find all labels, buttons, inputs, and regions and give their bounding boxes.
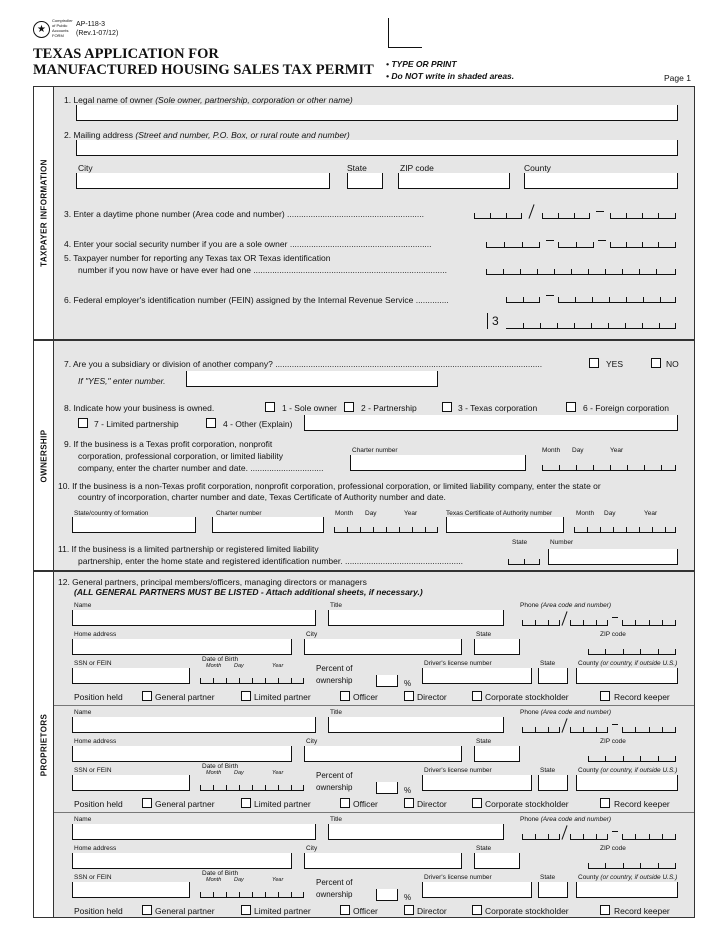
partner-state-input[interactable]	[474, 639, 520, 655]
ssn-dash-2	[598, 240, 606, 241]
proprietor-block-1	[34, 601, 694, 708]
proprietors-section	[33, 571, 695, 918]
percent-sign: %	[404, 679, 412, 688]
q10-year-label: Year	[404, 510, 418, 517]
ssn-fein-label: SSN or FEIN	[74, 660, 112, 667]
partner-state-label: State	[476, 631, 492, 638]
director-label: Director	[417, 799, 447, 809]
q9-charter-date-input[interactable]	[542, 459, 676, 471]
partner-county-input[interactable]	[576, 882, 678, 898]
corporate-stockholder-checkbox[interactable]	[472, 691, 482, 701]
partner-state-label: State	[476, 738, 492, 745]
percent-sign: %	[404, 893, 412, 902]
partner-dl-input[interactable]	[422, 882, 532, 898]
record-keeper-label: Record keeper	[614, 906, 670, 916]
officer-label: Officer	[353, 692, 378, 702]
q3-label: 3. Enter a daytime phone number (Area code and number) ..........................................................	[64, 209, 424, 219]
title-label: Title	[330, 602, 343, 609]
county-input[interactable]	[524, 173, 678, 189]
proprietor-divider	[54, 705, 694, 706]
fein-part2-input[interactable]	[558, 291, 676, 303]
dob-year-label: Year	[272, 663, 284, 669]
name-label: Name	[74, 816, 92, 823]
q11-state-input[interactable]	[508, 553, 540, 565]
q10-charter-number-label: Charter number	[216, 510, 262, 517]
dob-year-label: Year	[272, 770, 284, 776]
partner-phone-prefix-input[interactable]	[570, 614, 608, 626]
record-keeper-checkbox[interactable]	[600, 691, 610, 701]
partner-phone-area-input[interactable]	[522, 828, 560, 840]
q5-label-line2: number if you now have or have ever had one ..................................................................................	[78, 265, 447, 275]
q10-day-label: Day	[365, 510, 377, 517]
home-address-label: Home address	[74, 631, 117, 638]
q2-label: 2. Mailing address (Street and number, P.O. Box, or rural route and number)	[64, 130, 350, 140]
ssn-part2-input[interactable]	[558, 236, 594, 248]
phone-label: Phone (Area code and number)	[520, 602, 612, 609]
director-checkbox[interactable]	[404, 905, 414, 915]
corporate-stockholder-label: Corporate stockholder	[485, 692, 569, 702]
partner-county-state-label: State	[540, 660, 556, 667]
partner-ssn-input[interactable]	[72, 775, 190, 791]
partner-phone-slash	[561, 825, 567, 839]
partner-city-label: City	[306, 738, 318, 745]
director-checkbox[interactable]	[404, 798, 414, 808]
position-held-label: Position held	[74, 692, 123, 702]
partner-county-label: County (or country, if outside U.S.)	[578, 660, 678, 667]
q10-label-line1: 10. If the business is a non-Texas profit corporation, nonprofit corporation, professional corporation, or limited liability company, enter the state or	[58, 481, 601, 491]
director-label: Director	[417, 906, 447, 916]
dl-label: Driver's license number	[424, 767, 492, 774]
fein-part1-input[interactable]	[506, 291, 540, 303]
mailing-address-input[interactable]	[76, 140, 678, 156]
q10-month-label: Month	[335, 510, 354, 517]
partner-zip-input[interactable]	[588, 643, 676, 655]
page-number: Page 1	[664, 73, 691, 83]
limited-partnership-label: 7 - Limited partnership	[94, 419, 179, 429]
ownership-percent-input[interactable]	[376, 675, 398, 687]
subsidiary-yes-checkbox[interactable]	[589, 358, 599, 368]
partner-phone-slash	[561, 611, 567, 625]
dl-label: Driver's license number	[424, 660, 492, 667]
record-keeper-label: Record keeper	[614, 692, 670, 702]
officer-label: Officer	[353, 906, 378, 916]
ssn-dash-1	[546, 240, 554, 241]
ownership-section	[33, 340, 695, 571]
ssn-part1-input[interactable]	[486, 236, 540, 248]
partner-phone-prefix-input[interactable]	[570, 828, 608, 840]
record-keeper-label: Record keeper	[614, 799, 670, 809]
position-held-label: Position held	[74, 906, 123, 916]
q10-charter-date-input[interactable]	[334, 521, 438, 533]
partner-phone-dash	[612, 831, 618, 832]
limited-partner-checkbox[interactable]	[241, 798, 251, 808]
corporate-stockholder-label: Corporate stockholder	[485, 799, 569, 809]
legal-name-input[interactable]	[76, 105, 678, 121]
partner-dl-input[interactable]	[422, 775, 532, 791]
q12-label: 12. General partners, principal members/officers, managing directors or managers	[58, 577, 367, 587]
q6-label: 6. Federal employer's identification number (FEIN) assigned by the Internal Revenue Service ..............	[64, 295, 449, 305]
partner-dob-input[interactable]	[200, 886, 304, 898]
no-label: NO	[666, 359, 679, 369]
q11-state-label: State	[512, 539, 528, 546]
other-explain-input[interactable]	[304, 415, 678, 431]
ssn-part3-input[interactable]	[610, 236, 676, 248]
partner-phone-slash	[561, 718, 567, 732]
texas-taxpayer-number-input[interactable]	[486, 263, 676, 275]
home-address-label: Home address	[74, 845, 117, 852]
phone-slash	[528, 204, 534, 218]
director-label: Director	[417, 692, 447, 702]
tx-cert-label: Texas Certificate of Authority number	[446, 510, 553, 517]
agency-name: Comptroller of Public Accounts FORM	[52, 18, 73, 38]
partner-ssn-input[interactable]	[72, 668, 190, 684]
ownership-percent-input[interactable]	[376, 782, 398, 794]
officer-label: Officer	[353, 799, 378, 809]
q9-day-label: Day	[572, 447, 584, 454]
partner-phone-line-input[interactable]	[622, 614, 676, 626]
proprietor-block-2	[34, 708, 694, 815]
corporate-stockholder-checkbox[interactable]	[472, 905, 482, 915]
partner-city-label: City	[306, 845, 318, 852]
dob-month-label: Month	[206, 770, 222, 776]
dob-month-label: Month	[206, 877, 222, 883]
partner-dob-input[interactable]	[200, 672, 304, 684]
partner-state-label: State	[476, 845, 492, 852]
partner-dl-state-input[interactable]	[538, 882, 568, 898]
office-use-box	[388, 18, 422, 48]
partner-dl-state-input[interactable]	[538, 668, 568, 684]
percent-sign: %	[404, 786, 412, 795]
q9-charter-number-input[interactable]	[350, 455, 526, 471]
limited-partner-label: Limited partner	[254, 799, 311, 809]
phone-area-code-input[interactable]	[474, 207, 522, 219]
partner-name-input[interactable]	[72, 824, 316, 840]
partner-phone-area-input[interactable]	[522, 721, 560, 733]
q11-label-line2: partnership, enter the home state and registered identification number. ..................................................	[78, 556, 464, 566]
partner-city-input[interactable]	[304, 746, 462, 762]
phone-dash	[596, 211, 604, 212]
q1-label: 1. Legal name of owner (Sole owner, partnership, corporation or other name)	[64, 95, 353, 105]
proprietors-sidebar: PROPRIETORS	[34, 572, 54, 917]
partner-state-input[interactable]	[474, 746, 520, 762]
foreign-corporation-label: 6 - Foreign corporation	[583, 403, 669, 413]
q11-registration-number-input[interactable]	[548, 549, 678, 565]
county-label: County	[524, 163, 551, 173]
general-partner-label: General partner	[155, 906, 215, 916]
partner-zip-input[interactable]	[588, 750, 676, 762]
percent-label-1: Percent of	[316, 664, 353, 673]
title-label: Title	[330, 816, 343, 823]
general-partner-label: General partner	[155, 799, 215, 809]
partnership-checkbox[interactable]	[344, 402, 354, 412]
limited-partner-label: Limited partner	[254, 906, 311, 916]
other-label: 4 - Other (Explain)	[223, 419, 293, 429]
fein-dash	[546, 295, 554, 296]
q8-label: 8. Indicate how your business is owned.	[64, 403, 215, 413]
city-label: City	[78, 163, 93, 173]
prefilled-number-input	[506, 317, 676, 329]
dob-month-label: Month	[206, 663, 222, 669]
partner-phone-line-input[interactable]	[622, 721, 676, 733]
q11-label-line1: 11. If the business is a limited partnership or registered limited liability	[58, 544, 319, 554]
q10-cert-year-label: Year	[644, 510, 658, 517]
officer-checkbox[interactable]	[340, 691, 350, 701]
q7-label: 7. Are you a subsidiary or division of another company? .................................................................................................................	[64, 359, 543, 369]
yes-label: YES	[606, 359, 624, 369]
partner-city-input[interactable]	[304, 853, 462, 869]
partner-city-label: City	[306, 631, 318, 638]
partner-county-label: County (or country, if outside U.S.)	[578, 874, 678, 881]
partner-city-input[interactable]	[304, 639, 462, 655]
zip-input[interactable]	[398, 173, 510, 189]
q7-enter-label: If "YES," enter number.	[78, 376, 166, 386]
percent-label-2: ownership	[316, 783, 353, 792]
taxpayer-sidebar: TAXPAYER INFORMATION	[34, 87, 54, 339]
dob-day-label: Day	[234, 877, 244, 883]
partner-zip-input[interactable]	[588, 857, 676, 869]
q9-label-line1: 9. If the business is a Texas profit corporation, nonprofit	[64, 439, 273, 449]
q9-year-label: Year	[610, 447, 624, 454]
general-partner-label: General partner	[155, 692, 215, 702]
q5-label-line1: 5. Taxpayer number for reporting any Texas tax OR Texas identification	[64, 253, 331, 263]
partner-title-input[interactable]	[328, 717, 504, 733]
ownership-percent-input[interactable]	[376, 889, 398, 901]
partner-dob-input[interactable]	[200, 779, 304, 791]
q12-note: (ALL GENERAL PARTNERS MUST BE LISTED - Attach additional sheets, if necessary.)	[74, 587, 423, 597]
position-held-label: Position held	[74, 799, 123, 809]
dob-label: Date of Birth	[202, 870, 239, 877]
proprietor-divider	[54, 812, 694, 813]
partner-title-input[interactable]	[328, 824, 504, 840]
percent-label-2: ownership	[316, 890, 353, 899]
q11-number-label: Number	[550, 539, 574, 546]
q10-cert-month-label: Month	[576, 510, 595, 517]
partner-county-label: County (or country, if outside U.S.)	[578, 767, 678, 774]
instructions: • TYPE OR PRINT • Do NOT write in shaded areas.	[386, 59, 515, 81]
record-keeper-checkbox[interactable]	[600, 798, 610, 808]
city-input[interactable]	[76, 173, 330, 189]
dl-label: Driver's license number	[424, 874, 492, 881]
partner-phone-dash	[612, 724, 618, 725]
charter-number-label: Charter number	[352, 447, 398, 454]
partner-zip-label: ZIP code	[600, 631, 626, 638]
prefilled-digit: 3	[492, 314, 499, 328]
ssn-fein-label: SSN or FEIN	[74, 874, 112, 881]
q9-label-line2: corporation, professional corporation, or limited liability	[78, 451, 284, 461]
partner-zip-label: ZIP code	[600, 845, 626, 852]
other-checkbox[interactable]	[206, 418, 216, 428]
comptroller-seal-icon: ★	[33, 21, 50, 38]
limited-partner-checkbox[interactable]	[241, 691, 251, 701]
partner-title-input[interactable]	[328, 610, 504, 626]
state-label: State	[347, 163, 367, 173]
phone-label: Phone (Area code and number)	[520, 709, 612, 716]
record-keeper-checkbox[interactable]	[600, 905, 610, 915]
phone-line-input[interactable]	[610, 207, 676, 219]
ssn-fein-label: SSN or FEIN	[74, 767, 112, 774]
state-country-input[interactable]	[72, 517, 196, 533]
partner-phone-area-input[interactable]	[522, 614, 560, 626]
partner-county-state-label: State	[540, 874, 556, 881]
partner-zip-label: ZIP code	[600, 738, 626, 745]
state-input[interactable]	[347, 173, 383, 189]
q10-label-line2: country of incorporation, charter number and date, Texas Certificate of Authority number and date.	[78, 492, 446, 502]
officer-checkbox[interactable]	[340, 905, 350, 915]
dob-year-label: Year	[272, 877, 284, 883]
q10-cert-day-label: Day	[604, 510, 616, 517]
general-partner-checkbox[interactable]	[142, 691, 152, 701]
officer-checkbox[interactable]	[340, 798, 350, 808]
sole-owner-checkbox[interactable]	[265, 402, 275, 412]
name-label: Name	[74, 709, 92, 716]
partner-county-input[interactable]	[576, 668, 678, 684]
phone-prefix-input[interactable]	[542, 207, 590, 219]
percent-label-1: Percent of	[316, 878, 353, 887]
subsidiary-no-checkbox[interactable]	[651, 358, 661, 368]
proprietor-block-3	[34, 815, 694, 922]
corporate-stockholder-label: Corporate stockholder	[485, 906, 569, 916]
ownership-sidebar: OWNERSHIP	[34, 341, 54, 570]
q9-month-label: Month	[542, 447, 561, 454]
form-number: AP-118-3 (Rev.1-07/12)	[76, 21, 119, 37]
director-checkbox[interactable]	[404, 691, 414, 701]
q9-label-line3: company, enter the charter number and date. ...............................	[78, 463, 324, 473]
texas-corporation-checkbox[interactable]	[442, 402, 452, 412]
taxpayer-information-section	[33, 86, 695, 340]
state-country-label: State/country of formation	[74, 510, 149, 517]
tx-cert-number-input[interactable]	[446, 517, 564, 533]
partner-dl-input[interactable]	[422, 668, 532, 684]
partner-phone-prefix-input[interactable]	[570, 721, 608, 733]
partner-county-state-label: State	[540, 767, 556, 774]
limited-partnership-checkbox[interactable]	[78, 418, 88, 428]
partner-home-address-input[interactable]	[72, 639, 292, 655]
general-partner-checkbox[interactable]	[142, 905, 152, 915]
partnership-label: 2 - Partnership	[361, 403, 417, 413]
percent-label-2: ownership	[316, 676, 353, 685]
partner-home-address-input[interactable]	[72, 853, 292, 869]
phone-label: Phone (Area code and number)	[520, 816, 612, 823]
dob-day-label: Day	[234, 663, 244, 669]
dob-label: Date of Birth	[202, 763, 239, 770]
title-label: Title	[330, 709, 343, 716]
limited-partner-label: Limited partner	[254, 692, 311, 702]
partner-phone-dash	[612, 617, 618, 618]
corporate-stockholder-checkbox[interactable]	[472, 798, 482, 808]
partner-phone-line-input[interactable]	[622, 828, 676, 840]
foreign-corporation-checkbox[interactable]	[566, 402, 576, 412]
form-title: TEXAS APPLICATION FOR MANUFACTURED HOUSING SALES TAX PERMIT	[33, 46, 374, 78]
partner-home-address-input[interactable]	[72, 746, 292, 762]
home-address-label: Home address	[74, 738, 117, 745]
sole-owner-label: 1 - Sole owner	[282, 403, 337, 413]
partner-dl-state-input[interactable]	[538, 775, 568, 791]
parent-company-number-input[interactable]	[186, 371, 438, 387]
percent-label-1: Percent of	[316, 771, 353, 780]
partner-name-input[interactable]	[72, 610, 316, 626]
q10-charter-number-input[interactable]	[212, 517, 324, 533]
dob-label: Date of Birth	[202, 656, 239, 663]
partner-county-input[interactable]	[576, 775, 678, 791]
zip-label: ZIP code	[400, 163, 434, 173]
partner-ssn-input[interactable]	[72, 882, 190, 898]
q4-label: 4. Enter your social security number if you are a sole owner ............................................................	[64, 239, 432, 249]
general-partner-checkbox[interactable]	[142, 798, 152, 808]
texas-corporation-label: 3 - Texas corporation	[458, 403, 538, 413]
partner-name-input[interactable]	[72, 717, 316, 733]
limited-partner-checkbox[interactable]	[241, 905, 251, 915]
name-label: Name	[74, 602, 92, 609]
partner-state-input[interactable]	[474, 853, 520, 869]
tx-cert-date-input[interactable]	[574, 521, 676, 533]
dob-day-label: Day	[234, 770, 244, 776]
